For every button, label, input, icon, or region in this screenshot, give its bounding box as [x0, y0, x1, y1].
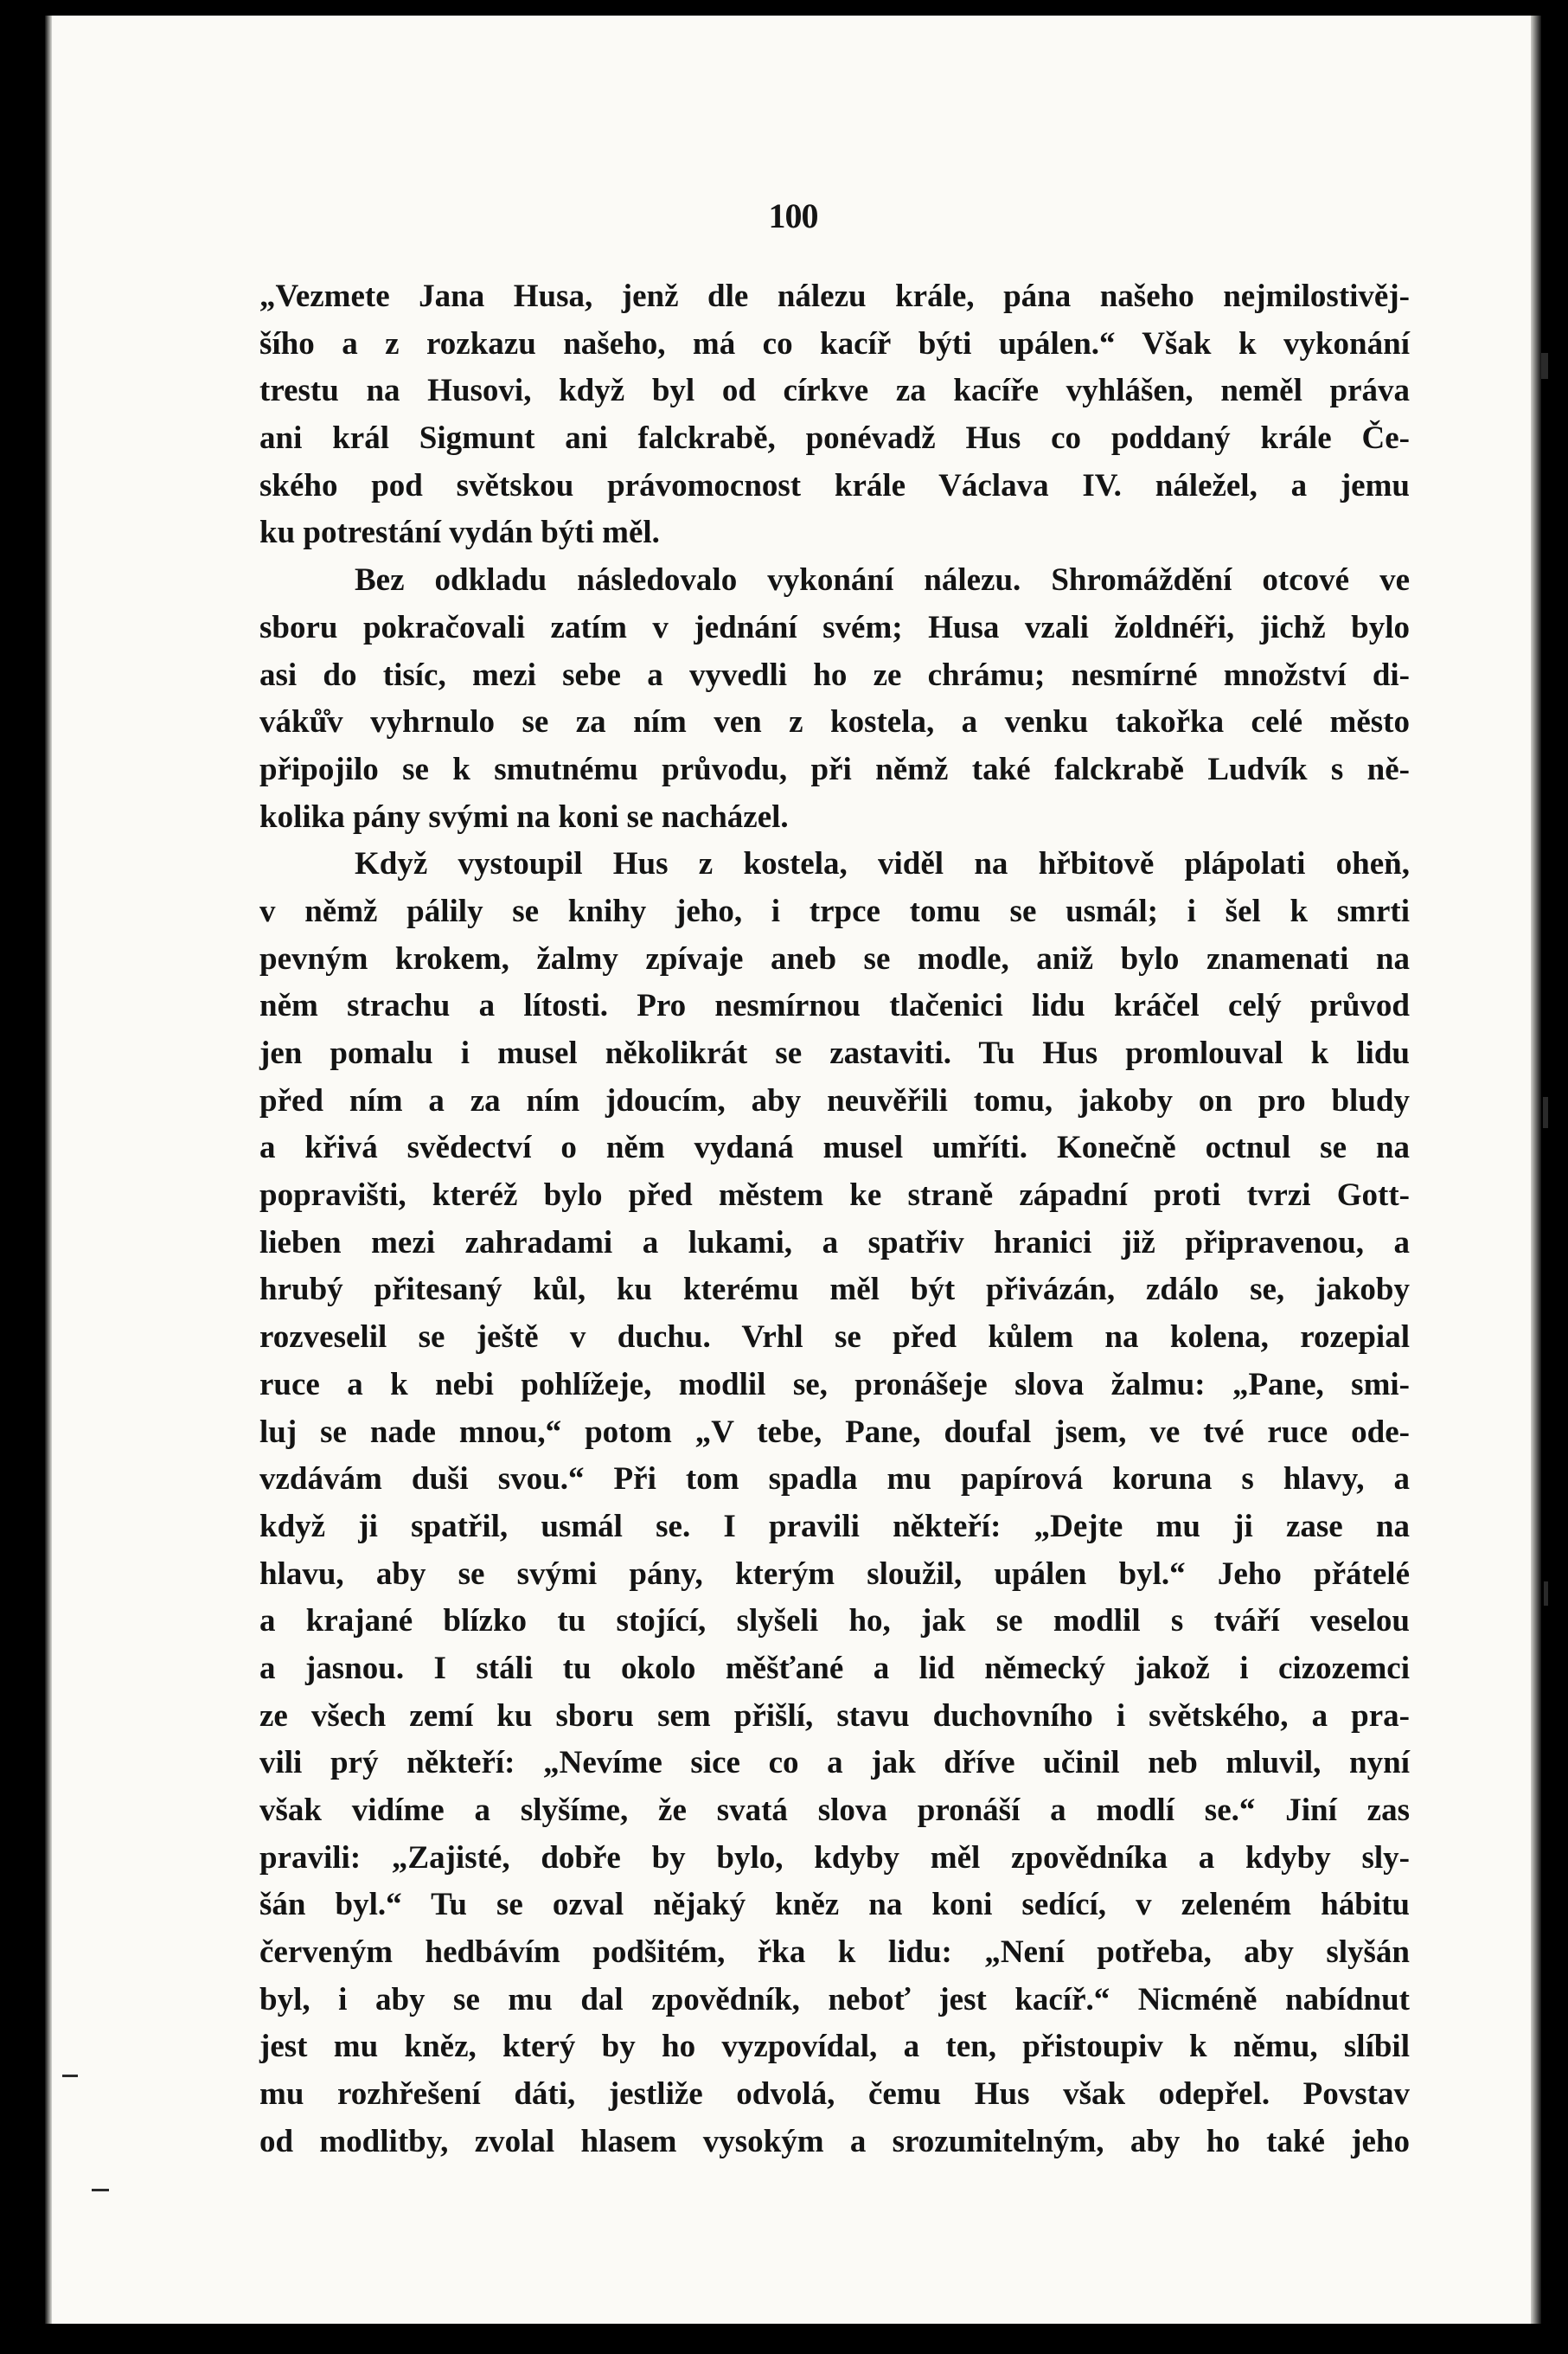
scan-speck	[92, 2189, 109, 2191]
text-line: Když vystoupil Hus z kostela, viděl na hřbitově plápolati oheň,	[355, 846, 1410, 882]
text-line: byl, i aby se mu dal zpovědník, neboť jest kacíř.“ Nicméně nabídnut	[259, 1981, 1410, 2017]
text-line: luj se nade mnou,“ potom „V tebe, Pane, doufal jsem, ve tvé ruce ode-	[259, 1414, 1410, 1450]
text-line: rozveselil se ještě v duchu. Vrhl se před kůlem na kolena, rozepial	[259, 1319, 1410, 1356]
text-line: mu rozhřešení dáti, jestliže odvolá, čemu Hus však odepřel. Povstav	[259, 2076, 1410, 2113]
text-line: hlavu, aby se svými pány, kterým sloužil, upálen byl.“ Jeho přátelé	[259, 1555, 1410, 1592]
text-line: ku potrestání vydán býti měl.	[259, 515, 660, 551]
page-number: 100	[768, 196, 818, 235]
text-line: trestu na Husovi, když byl od církve za kacíře vyhlášen, neměl práva	[259, 373, 1410, 409]
text-line: sboru pokračovali zatím v jednání svém; Husa vzali žoldnéři, jichž bylo	[259, 609, 1410, 645]
text-line: od modlitby, zvolal hlasem vysokým a srozumitelným, aby ho také jeho	[259, 2123, 1410, 2159]
text-line: kolika pány svými na koni se nacházel.	[259, 799, 789, 835]
text-line: asi do tisíc, mezi sebe a vyvedli ho ze chrámu; nesmírné množství di-	[259, 657, 1410, 693]
text-line: a jasnou. I stáli tu okolo měšťané a lid německý jakož i cizozemci	[259, 1650, 1410, 1686]
text-line: ze všech zemí ku sboru sem přišlí, stavu duchovního i světského, a pra-	[259, 1697, 1410, 1734]
page-left-edge-shadow	[45, 16, 52, 2324]
scan-speck	[1544, 1581, 1548, 1606]
text-line: ani král Sigmunt ani falckrabě, ponévadž Hus co poddaný krále Če-	[259, 420, 1410, 457]
text-line: a křivá svědectví o něm vydaná musel umříti. Konečně octnul se na	[259, 1130, 1410, 1166]
text-line: v němž pálily se knihy jeho, i trpce tomu se usmál; i šel k smrti	[259, 893, 1410, 929]
text-line: pevným krokem, žalmy zpívaje aneb se modle, aniž bylo znamenati na	[259, 940, 1410, 977]
body-text	[259, 273, 1410, 2166]
text-line: a krajané blízko tu stojící, slyšeli ho, jak se modlil s tváří veselou	[259, 1603, 1410, 1639]
text-line: šán byl.“ Tu se ozval nějaký kněz na koni sedící, v zeleném hábitu	[259, 1887, 1410, 1923]
text-line: ruce a k nebi pohlížeje, modlil se, pronášeje slova žalmu: „Pane, smi-	[259, 1366, 1410, 1402]
text-line: „Vezmete Jana Husa, jenž dle nálezu krále, pána našeho nejmilostivěj-	[259, 279, 1410, 314]
text-line: červeným hedbávím podšitém, řka k lidu: „Není potřeba, aby slyšán	[259, 1934, 1410, 1971]
page-right-edge-shadow	[1531, 16, 1541, 2324]
text-line: před ním a za ním jdoucím, aby neuvěřili tomu, jakoby on pro bludy	[259, 1082, 1410, 1119]
text-line: hrubý přitesaný kůl, ku kterému měl být přivázán, zdálo se, jakoby	[259, 1272, 1410, 1308]
text-line: vzdávám duši svou.“ Při tom spadla mu papírová koruna s hlavy, a	[259, 1461, 1410, 1498]
text-line: jest mu kněz, který by ho vyzpovídal, a ten, přistoupiv k němu, slíbil	[259, 2029, 1410, 2065]
text-line: však vidíme a slyšíme, že svatá slova pronáší a modlí se.“ Jiní zas	[259, 1793, 1410, 1828]
text-line: Bez odkladu následovalo vykonání nálezu. Shromáždění otcové ve	[355, 562, 1410, 599]
text-line: něm strachu a lítosti. Pro nesmírnou tlačenici lidu kráčel celý průvod	[259, 988, 1410, 1024]
scan-speck	[62, 2075, 78, 2077]
text-line: jen pomalu i musel několikrát se zastaviti. Tu Hus promlouval k lidu	[259, 1036, 1410, 1071]
scan-speck	[1543, 1097, 1548, 1128]
text-line: když ji spatřil, usmál se. I pravili někteří: „Dejte mu ji zase na	[259, 1508, 1410, 1544]
text-line: vili prý někteří: „Nevíme sice co a jak dříve učinil neb mluvil, nyní	[259, 1745, 1410, 1781]
text-line: popravišti, kteréž bylo před městem ke straně západní proti tvrzi Gott-	[259, 1177, 1410, 1214]
text-line: ského pod světskou právomocnost krále Václava IV. náležel, a jemu	[259, 467, 1410, 504]
text-line: pravili: „Zajisté, dobře by bylo, kdyby měl zpovědníka a kdyby sly-	[259, 1839, 1410, 1876]
scan-speck	[1541, 353, 1548, 379]
text-line: šího a z rozkazu našeho, má co kacíř býti upálen.“ Však k vykonání	[259, 325, 1410, 362]
book-page	[45, 16, 1541, 2324]
text-line: připojilo se k smutnému průvodu, při němž také falckrabě Ludvík s ně-	[259, 751, 1410, 787]
text-line: váků̊v vyhrnulo se za ním ven z kostela, a venku takořka celé město	[259, 704, 1410, 741]
text-line: lieben mezi zahradami a lukami, a spatřiv hranici již připravenou, a	[259, 1224, 1410, 1260]
